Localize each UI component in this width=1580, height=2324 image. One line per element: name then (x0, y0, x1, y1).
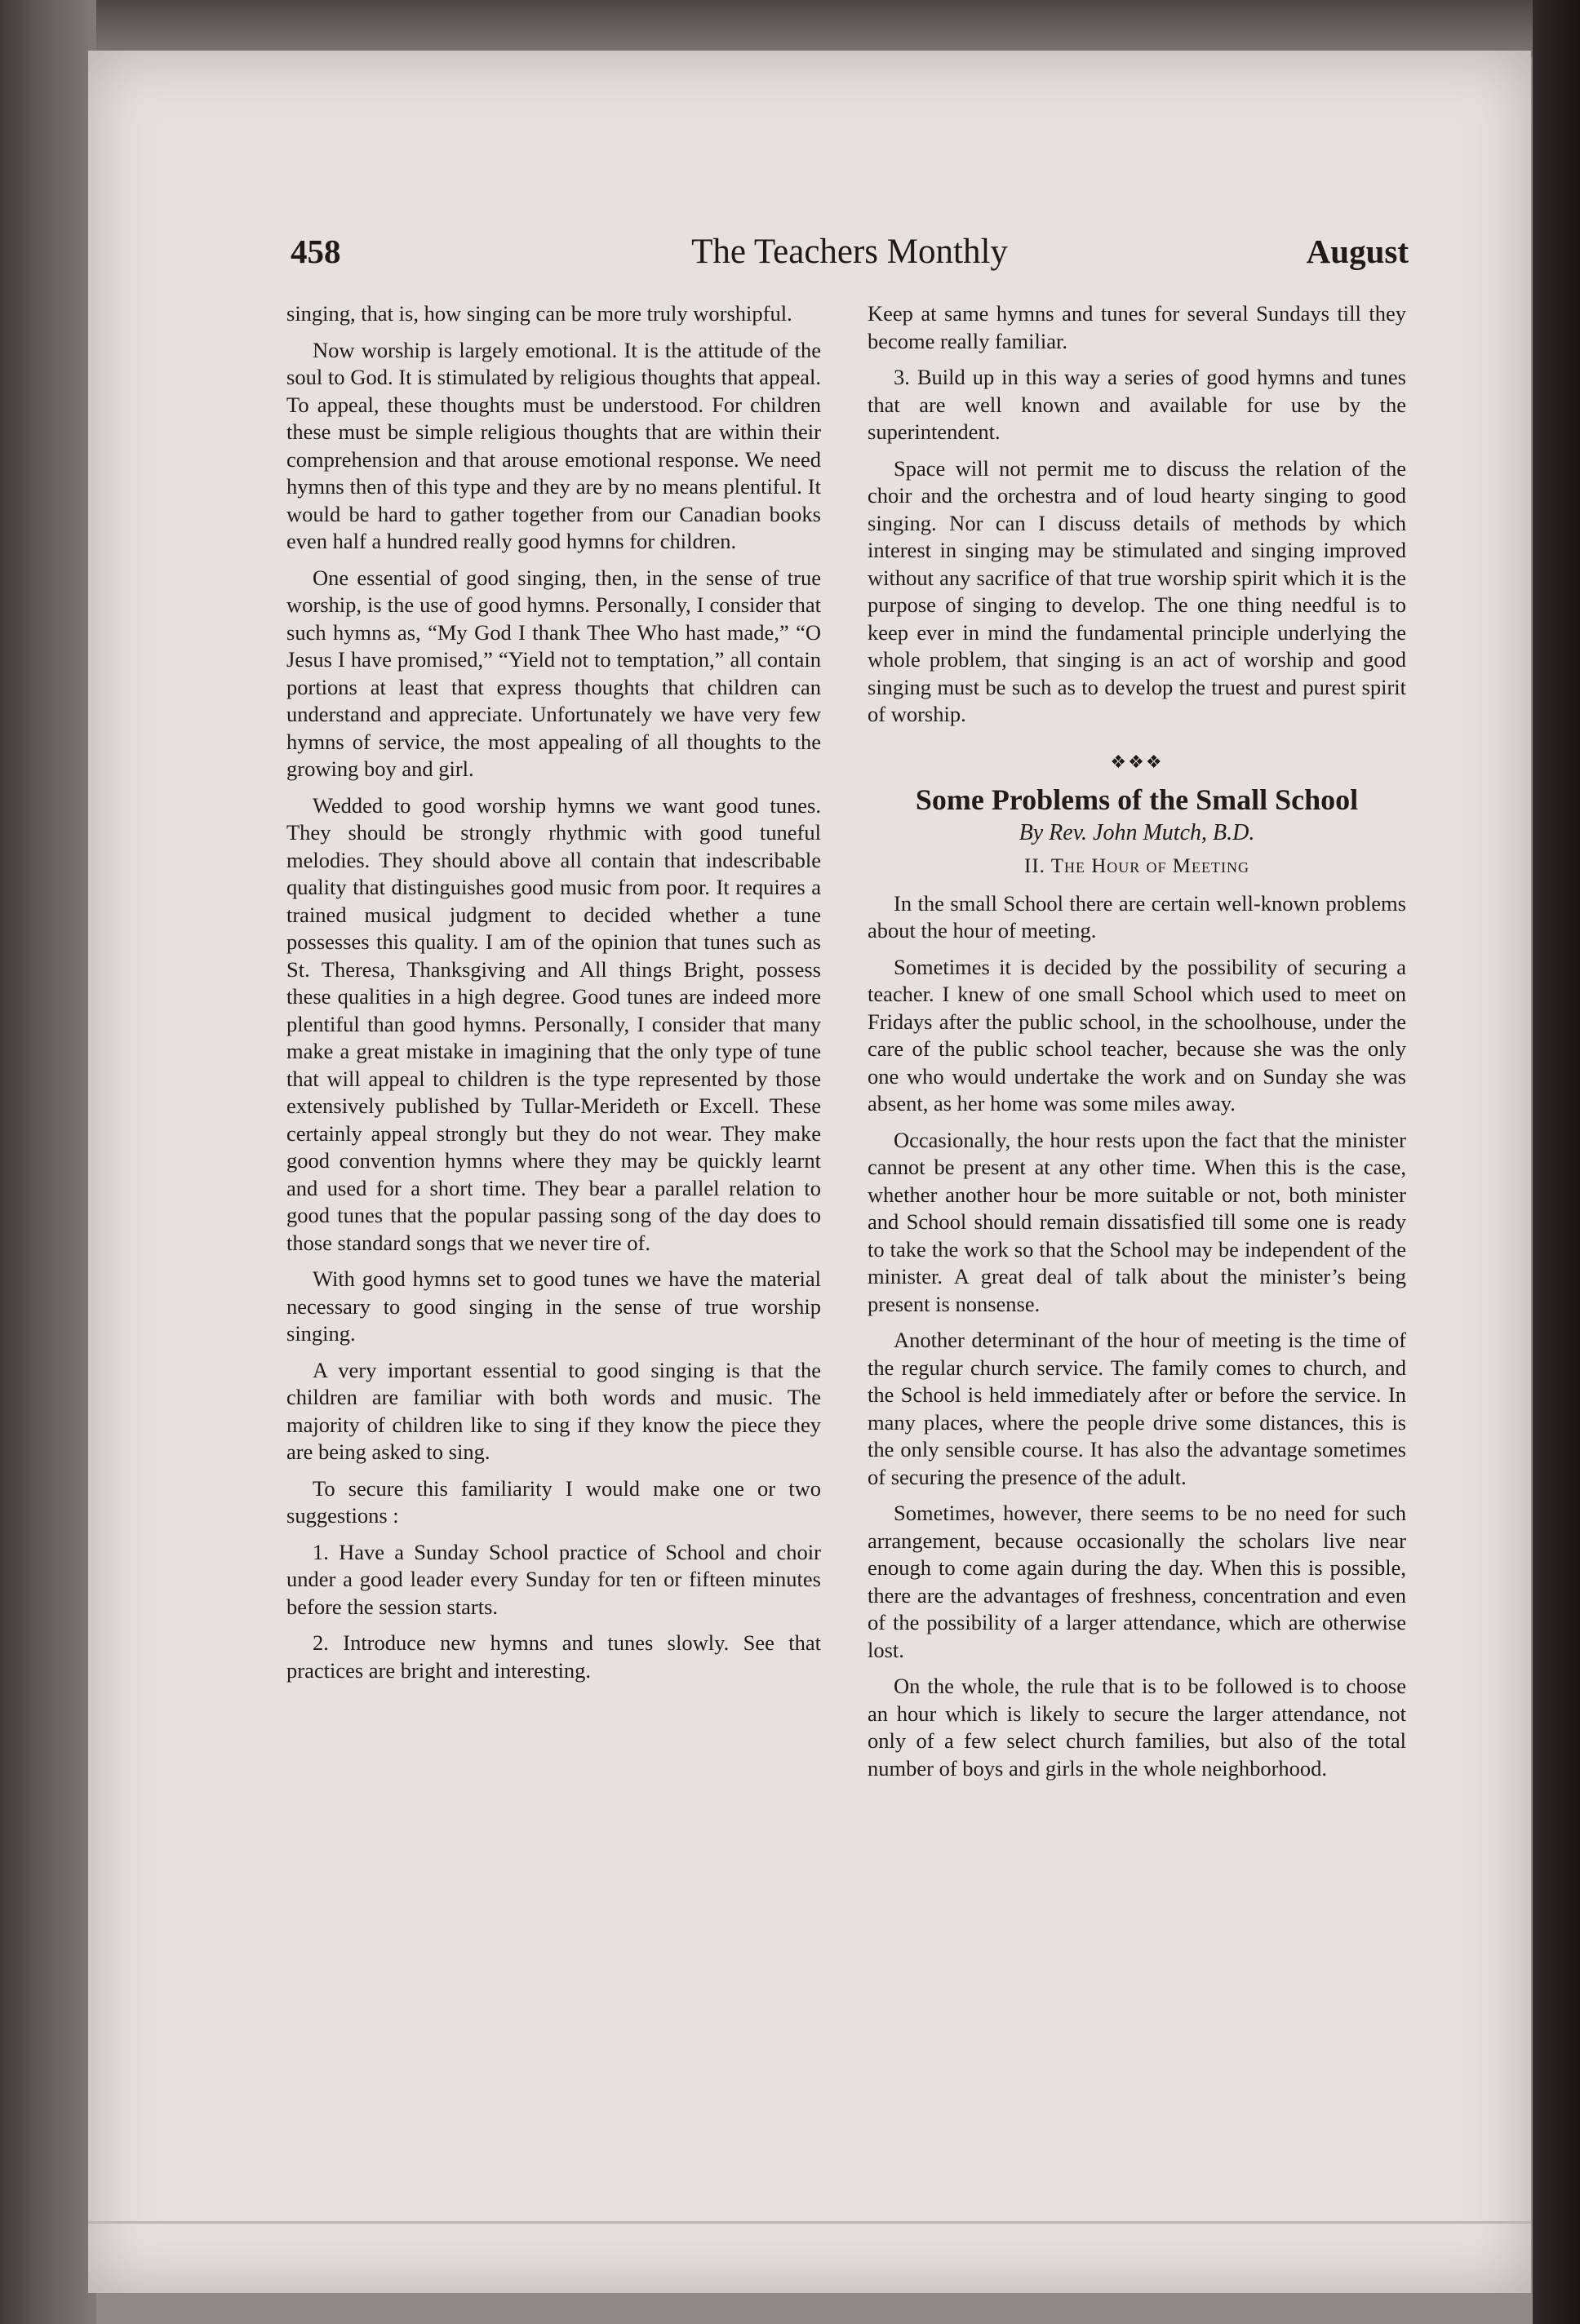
paragraph: Wedded to good worship hymns we want good tunes. They should be strongly rhythmic with good tuneful melodies. They should above all contain that indescribable quality that distinguishes good music from poor. It requires a trained musical judgment to decided whether a tune possesses this quality. I am of the opinion that tunes such as St. Theresa, Thanksgiving and All things Bright, possess these qualities in a high degree. Good tunes are indeed more plentiful than good hymns. Personally, I consider that many make a great mistake in imagining that the only type of tune that will appeal to children is the type represented by those extensively published by Tullar-Merideth or Excell. These certainly appeal strongly but they do not wear. They make good convention hymns where they may be quickly learnt and used for a short time. They bear a parallel relation to good tunes that the popular passing song of the day does to those standard songs that we never tire of. (286, 792, 821, 1255)
issue-month: August (1306, 233, 1409, 270)
paragraph: In the small School there are certain well-known problems about the hour of meeting. (868, 890, 1406, 942)
paragraph: Another determinant of the hour of meeting is the time of the regular church service. The family comes to church, and the School is held immediately after or before the service. In many places, where the people drive some distances, this is the only sensible course. It has also the advantage sometimes of securing the presence of the adult. (868, 1328, 1406, 1489)
paragraph: A very important essential to good singing is that the children are familiar with both words and music. The majority of children like to sing if they know the piece they are being asked to sing. (286, 1357, 821, 1464)
paragraph: Now worship is largely emotional. It is the attitude of the soul to God. It is stimulated by religious thoughts that appeal. To appeal, these thoughts must be understood. For children these must be simple religious thoughts that are within their comprehension and that arouse emotional response. We need hymns then of this type and they are by no means plentiful. It would be hard to gather together from our Canadian books even half a hundred really good hymns for children. (286, 337, 821, 553)
paragraph: Keep at same hymns and tunes for several Sundays till they become really familiar. (868, 301, 1406, 353)
article-byline: By Rev. John Mutch, B.D. (1019, 819, 1255, 845)
journal-title: The Teachers Monthly (691, 233, 1008, 271)
paragraph: Sometimes, however, there seems to be no need for such arrangement, because occasionally the scholars live near enough to come again during the day. When this is possible, there are the advantages of freshness, concentration and even of the possibility of a larger attendance, which are otherwise lost. (868, 1501, 1406, 1662)
paragraph: singing, that is, how singing can be more truly worshipful. (286, 301, 792, 326)
paragraph: Space will not permit me to discuss the relation of the choir and the orchestra and of loud hearty singing to good singing. Nor can I discuss details of methods by which interest in singing may be stimulated and singing improved without any sacrifice of that true worship spirit which it is the purpose of singing to develop. The one thing needful is to keep ever in mind the fundamental principle underlying the whole problem, that singing is an act of worship and good singing must be such as to develop the truest and purest spirit of worship. (868, 455, 1406, 726)
list-item: 1. Have a Sunday School practice of School and choir under a good leader every Sunday for ten or fifteen minutes before the session starts. (286, 1539, 821, 1619)
paragraph: One essential of good singing, then, in the sense of true worship, is the use of good hymns. Personally, I consider that such hymns as, “My God I thank Thee Who hast made,” “O Jesus I have promised,” “Yield not to temptation,” all contain portions at least that express thoughts that children can understand and appreciate. Unfortunately we have very few hymns of service, the most appealing of all thoughts to the growing boy and girl. (286, 565, 821, 781)
list-item: 3. Build up in this way a series of good hymns and tunes that are well known and available for use by the superintendent. (868, 365, 1406, 444)
list-item: 2. Introduce new hymns and tunes slowly. See that practices are bright and interesting. (286, 1630, 821, 1683)
paragraph: On the whole, the rule that is to be followed is to choose an hour which is likely to secure the larger attendance, not only of a few select church families, but also of the total number of boys and girls in the whole neighborhood. (868, 1674, 1406, 1781)
book-spine-shadow (0, 0, 96, 2324)
section-heading: II. The Hour of Meeting (1024, 855, 1249, 877)
right-column (868, 300, 1406, 1791)
page-bottom-edge (88, 2221, 1531, 2224)
section-divider-ornament: ❖❖❖ (1110, 751, 1164, 772)
paragraph: To secure this familiarity I would make one or two suggestions : (286, 1475, 821, 1528)
paragraph: Sometimes it is decided by the possibility of securing a teacher. I knew of one small School which used to meet on Fridays after the public school, in the schoolhouse, under the care of the public school teacher, because she was the only one who would undertake the work and on Sunday she was absent, as her home was some miles away. (868, 954, 1406, 1115)
article-title: Some Problems of the Small School (915, 783, 1359, 816)
paragraph: Occasionally, the hour rests upon the fact that the minister cannot be present at any other time. When this is the case, whether another hour be more suitable or not, both minister and School should remain dissatisfied till some one is ready to take the work so that the School may be independent of the minister. A great deal of talk about the minister’s being present is nonsense. (868, 1127, 1406, 1316)
page-number: 458 (291, 233, 341, 270)
running-header (291, 232, 1409, 281)
left-column (286, 300, 821, 1693)
scan-border-top (0, 0, 1580, 57)
paragraph: With good hymns set to good tunes we have the material necessary to good singing in the sense of true worship singing. (286, 1266, 821, 1346)
scan-border-right (1533, 0, 1580, 2324)
